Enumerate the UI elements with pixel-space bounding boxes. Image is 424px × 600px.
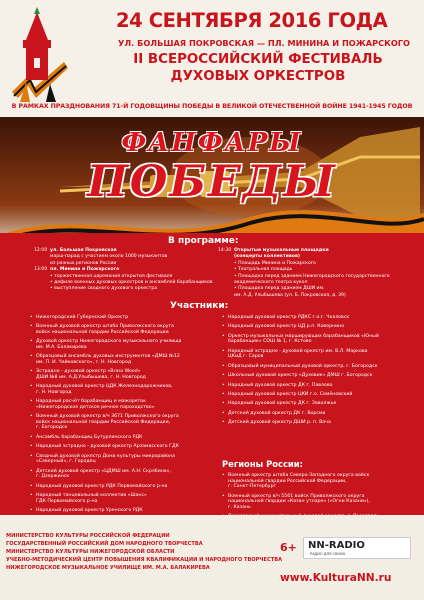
program-time: 13:00: [34, 267, 48, 273]
program-text: • выступление сводного духового оркестра: [50, 286, 158, 292]
participant-item: • Детский духовой оркестр ДК г. Ворсма: [222, 411, 379, 417]
participant-item: • Народный духовой оркестр РДК Первомайского р-на: [30, 484, 181, 490]
participant-item: • Детский духовой оркестр «ЦДМШ им. А.Н. Скрябина», г. Дзержинск: [30, 469, 181, 480]
participant-item: • Духовой оркестр Нижегородского музыкального училища им. М.А. Балакирева: [30, 339, 181, 350]
program-text: пл. Минина и Пожарского: [50, 267, 120, 273]
organizer-name: НИЖЕГОРОДСКОЕ МУЗЫКАЛЬНОЕ УЧИЛИЩЕ ИМ. М.А. БАЛАКИРЕВА: [6, 565, 210, 572]
participants-right-list: [222, 315, 379, 429]
radio-slogan: РАДИО ДЛЯ СВОИХ: [310, 552, 346, 556]
anniversary-line: В РАМКАХ ПРАЗДНОВАНИЯ 71-Й ГОДОВЩИНЫ ПОБЕДЫ В ВЕЛИКОЙ ОТЕЧЕСТВЕННОЙ ВОЙНЕ 1941-1945 ГОДОВ: [11, 103, 413, 110]
participant-item: • Народный духовой оркестр ЦДК Железнодорожников, г. Н. Новгород: [30, 384, 181, 395]
region-participant-item: • Военный оркестр штаба Северо-Западного округа войск национальной гвардии Российской Федерации, г. Санкт-Петербург: [222, 473, 379, 490]
program-text: из разных регионов России: [50, 260, 117, 266]
program-text: (концерты коллективов): [234, 254, 300, 260]
program-line: [218, 293, 390, 299]
festival-title-line1: II ВСЕРОССИЙСКИЙ ФЕСТИВАЛЬ: [133, 52, 383, 67]
program-text: им. А.Д. Улыбышева (ул. Б. Покровская, д. 39): [234, 292, 346, 298]
participant-item: • Народный духовой оркестр ДК г. Заволжье: [222, 401, 379, 407]
program-time: 12:00: [34, 248, 48, 253]
program-text: • дефиле военных духовых оркестров и ансамблей барабанщиков: [50, 280, 213, 286]
program-left: [34, 248, 213, 293]
participant-item: • Народный расчёт барабанщиц и мажореток «Нижегородское детское речное пароходство»: [30, 399, 181, 410]
participant-item: • Школьный духовой оркестр «Духовик» ДМШ г. Богородск: [222, 373, 379, 379]
region-participant-item: • Военный оркестр в/ч 5561 войск Приволжского округа национальной гвардии «Казан утларе» («Огни Казани»), г. Казань: [222, 494, 379, 511]
program-text: • Площадка перед зданием ДШИ им.: [234, 286, 325, 292]
participant-item: • Эстрадно - духовой оркестр «Brass Wood» ДШИ №8 им. А.Д.Улыбышева, г. Н. Новгород: [30, 369, 181, 380]
participant-item: • Военный духовой оркестр штаба Приволжского округа войск национальной гвардии Российской Федерации: [30, 324, 181, 335]
organizer-name: МИНИСТЕРСТВО КУЛЬТУРЫ НИЖЕГОРОДСКОЙ ОБЛАСТИ: [6, 549, 175, 556]
hero-title-line1: ФАНФАРЫ: [121, 128, 303, 158]
program-text: марш-парад с участием около 1000 музыкантов: [50, 254, 168, 260]
participants-heading: Участники:: [170, 301, 229, 311]
program-text: академического театра кукол: [234, 280, 308, 286]
website-link[interactable]: www.KulturaNN.ru: [280, 572, 392, 584]
program-text: Открытые музыкальные площадки: [234, 248, 329, 253]
participant-item: • Нижегородский Губернский Оркестр: [30, 315, 181, 321]
hero-title-line2: ПОБЕДЫ: [87, 157, 337, 207]
program-text: ул. Большая Покровская: [50, 248, 117, 253]
header-panel: [0, 0, 424, 118]
regions-heading: Регионы России:: [222, 459, 303, 469]
event-location: УЛ. БОЛЬШАЯ ПОКРОВСКАЯ — ПЛ. МИНИНА И ПОЖАРСКОГО: [118, 38, 410, 48]
age-rating-badge: 6+: [280, 541, 297, 554]
participant-item: • Народный эстрадно - духовой оркестр Арзамасского ГДК: [30, 444, 181, 450]
program-text: • Театральная площадь: [234, 267, 293, 273]
kremlin-tower-logo-icon: [6, 6, 70, 102]
participant-item: • Народный духовой оркестр ЦД р.п. Ковернино: [222, 324, 379, 330]
organizer-name: ГОСУДАРСТВЕННЫЙ РОССИЙСКИЙ ДОМ НАРОДНОГО ТВОРЧЕСТВА: [6, 541, 203, 548]
participant-item: • Образцовый ансамбль духовых инструментов «ДМШ №12 им. П. И. Чайковского», г. Н. Новгород: [30, 354, 181, 365]
participant-item: • Образцовый муниципальный духовой оркестр, г. Богородск: [222, 364, 379, 370]
participant-item: • Военный духовой оркестр в/ч 3671 Приволжского округа войск национальной гвардии Российской Федерации, г. Богородск: [30, 414, 181, 431]
organizer-name: МИНИСТЕРСТВО КУЛЬТУРЫ РОССИЙСКОЙ ФЕДЕРАЦИИ: [6, 533, 170, 539]
program-line: [34, 286, 213, 292]
radio-name: NN-RADIO: [308, 540, 365, 551]
event-date: 24 СЕНТЯБРЯ 2016 ГОДА: [116, 9, 388, 32]
participant-item: • Народный духовой оркестр ДК г. Павлово: [222, 383, 379, 389]
participant-item: • Народный духовой оркестр Уренского РДК: [30, 508, 181, 514]
program-text: • Площадь Минина и Пожарского: [234, 260, 316, 266]
participant-item: • Ансамбль барабанщиц Бутурлинского РДК: [30, 435, 181, 441]
participant-item: • Сводный духовой оркестр Дома культуры микрорайона «Северный», г. Городец: [30, 454, 181, 465]
organizers-list: [6, 532, 282, 572]
participant-item: • Народный духовой оркестр РДКС г.о.г. Чкаловск: [222, 315, 379, 321]
program-text: • Площадка перед зданием Нижегородского государственного: [234, 273, 390, 279]
program-heading: В программе:: [168, 236, 239, 246]
program-text: • торжественная церемония открытия фестиваля: [50, 273, 173, 279]
organizer-name: УЧЕБНО-МЕТОДИЧЕСКИЙ ЦЕНТР ПОВЫШЕНИЯ КВАЛИФИКАЦИИ И НАРОДНОГО ТВОРЧЕСТВА: [6, 557, 283, 564]
festival-title-line2: ДУХОВЫХ ОРКЕСТРОВ: [170, 69, 346, 84]
participants-left-list: [30, 315, 181, 517]
participant-item: • Народный танцевальный коллектив «Шанс» ГДК Первомайского р-на: [30, 493, 181, 504]
participant-item: • Оркестр музыкальных марширующих барабанщиков «Юный барабанщик» СОШ № 1, г. Кстово: [222, 334, 379, 345]
radio-sponsor-logo: [303, 537, 411, 559]
participant-item: • Народный духовой оркестр ЦКИ г.о. Семёновский: [222, 392, 379, 398]
participant-item: • Народный эстрадно - духовой оркестр им. В.Л. Маркова ЦКиД г. Саров: [222, 349, 379, 360]
program-right: [218, 248, 390, 299]
program-time: 14:30: [218, 248, 232, 253]
participant-item: • Детский духовой оркестр ДШИ р. п. Вача: [222, 420, 379, 426]
